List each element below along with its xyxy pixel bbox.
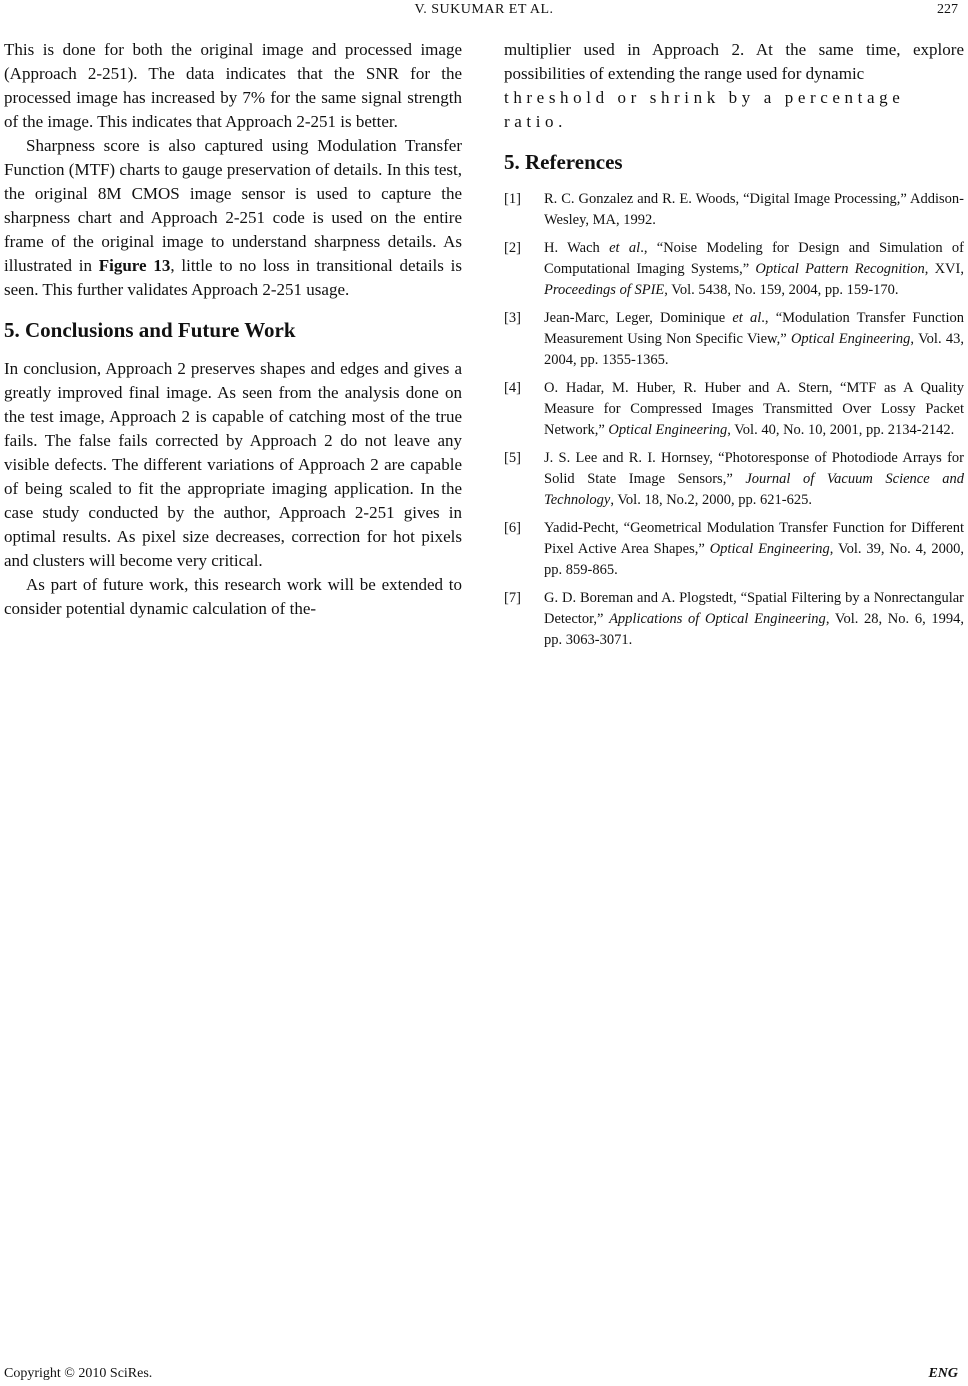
reference-segment: , Vol. 39, No. 4, 2000, pp. 859-865.: [544, 541, 965, 578]
running-title: V. SUKUMAR ET AL.: [414, 2, 554, 17]
reference-italic: Optical Engineering: [709, 541, 830, 557]
reference-segment: R. C. Gonzalez and R. E. Woods, “Digital Image Processing,” Addison-Wesley, MA, 1992.: [544, 191, 964, 228]
right-column: [504, 38, 964, 658]
page-footer: [0, 1366, 968, 1386]
reference-italic: Optical Engineering: [790, 331, 911, 347]
reference-segment: , Vol. 5438, No. 159, 2004, pp. 159-170.: [664, 282, 899, 298]
reference-text: [544, 238, 964, 301]
journal-abbreviation: ENG: [928, 1366, 958, 1381]
reference-number: [2]: [504, 240, 521, 256]
sharpness-text-1: Sharpness score is also captured using Modulation Transfer Function (MTF) charts to gauge preservation of details. In this test, the original 8M CMOS image sensor is used to capture the sharpness chart and Approach 2-251 code is used on the entire frame of the original image to understand sharpness details. As illustrated in: [4, 136, 462, 275]
reference-text: [544, 308, 964, 371]
paragraph-threshold: threshold or shrink by a percentage ratio.: [504, 88, 905, 131]
figure-13-reference: Figure 13: [98, 256, 171, 275]
reference-number: [5]: [504, 450, 521, 466]
reference-number: [7]: [504, 590, 521, 606]
reference-segment: , Vol. 28, No. 6, 1994, pp. 3063-3071.: [544, 611, 964, 648]
reference-item-5: [504, 448, 964, 511]
reference-italic: Optical Engineering: [608, 422, 728, 438]
page-number: 227: [937, 2, 958, 17]
reference-italic: Optical Pattern Recognition: [755, 261, 925, 277]
left-column: [4, 38, 462, 621]
reference-segment: G. D. Boreman and A. Plogstedt, “Spatial Filtering by a Nonrectangular Detector,”: [544, 590, 964, 627]
reference-segment: , Vol. 43, 2004, pp. 1355-1365.: [544, 331, 965, 368]
reference-segment: , XVI,: [924, 261, 964, 277]
reference-italic: Applications of Optical Engineering: [609, 611, 826, 627]
reference-italic: et al: [732, 310, 762, 326]
paragraph-multiplier: multiplier used in Approach 2. At the same time, explore possibilities of extending the range used for dynamic: [504, 40, 964, 83]
reference-list: [504, 189, 964, 651]
page-header: [0, 2, 968, 26]
reference-text: [544, 378, 964, 441]
reference-segment: J. S. Lee and R. I. Hornsey, “Photoresponse of Photodiode Arrays for Solid State Image Sensors,”: [544, 450, 964, 487]
reference-item-7: [504, 588, 964, 651]
paragraph-sharpness: [4, 134, 462, 302]
reference-segment: O. Hadar, M. Huber, R. Huber and A. Stern, “MTF as A Quality Measure for Compressed Images Transmitted Over Lossy Packet Network,”: [544, 380, 964, 438]
reference-number: [4]: [504, 380, 521, 396]
reference-segment: , Vol. 18, No.2, 2000, pp. 621-625.: [610, 492, 812, 508]
reference-text: [544, 189, 964, 231]
reference-item-2: [504, 238, 964, 301]
reference-segment: Yadid-Pecht, “Geometrical Modulation Transfer Function for Different Pixel Active Area Shapes,”: [544, 520, 964, 557]
reference-text: [544, 448, 964, 511]
reference-text: [544, 588, 964, 651]
reference-text: [544, 518, 964, 581]
reference-item-3: [504, 308, 964, 371]
reference-item-4: [504, 378, 964, 441]
reference-italic: Journal of Vacuum Science and Technology: [544, 471, 964, 508]
reference-number: [3]: [504, 310, 521, 326]
reference-number: [1]: [504, 191, 521, 207]
reference-segment: ., “Noise Modeling for Design and Simulation of Computational Imaging Systems,”: [544, 240, 964, 277]
copyright-notice: Copyright © 2010 SciRes.: [4, 1366, 153, 1381]
paragraph-snr: This is done for both the original image and processed image (Approach 2-251). The data indicates that the SNR for the processed image has increased by 7% for the same signal strength of the image. This indicates that Approach 2-251 is better.: [4, 40, 462, 131]
reference-segment: H. Wach: [544, 240, 610, 256]
reference-item-6: [504, 518, 964, 581]
reference-segment: ., “Modulation Transfer Function Measurement Using Non Specific View,”: [544, 310, 964, 347]
reference-item-1: [504, 189, 964, 231]
paragraph-conclusion: In conclusion, Approach 2 preserves shapes and edges and gives a greatly improved final image. As seen from the analysis done on the test image, Approach 2 is capable of catching most of the true fails. The false fails corrected by Approach 2 do not leave any visible defects. The different variations of Approach 2 are capable of being scaled to fit the appropriate imaging application. In the case study conducted by the author, Approach 2-251 gives in optimal results. As pixel size decreases, correction for hot pixels and clusters will become very critical.: [4, 359, 462, 570]
conclusions-heading: 5. Conclusions and Future Work: [4, 318, 296, 342]
reference-italic: et al: [609, 240, 641, 256]
sharpness-text-2: , little to no loss in transitional details is seen. This further validates Approach 2-251 usage.: [4, 256, 462, 299]
reference-number: [6]: [504, 520, 521, 536]
references-heading: 5. References: [504, 150, 623, 174]
reference-segment: Jean-Marc, Leger, Dominique: [544, 310, 733, 326]
reference-italic: Proceedings of SPIE: [544, 282, 665, 298]
reference-segment: , Vol. 40, No. 10, 2001, pp. 2134-2142.: [727, 422, 955, 438]
paragraph-future-work: As part of future work, this research work will be extended to consider potential dynamic calculation of the-: [4, 575, 462, 618]
